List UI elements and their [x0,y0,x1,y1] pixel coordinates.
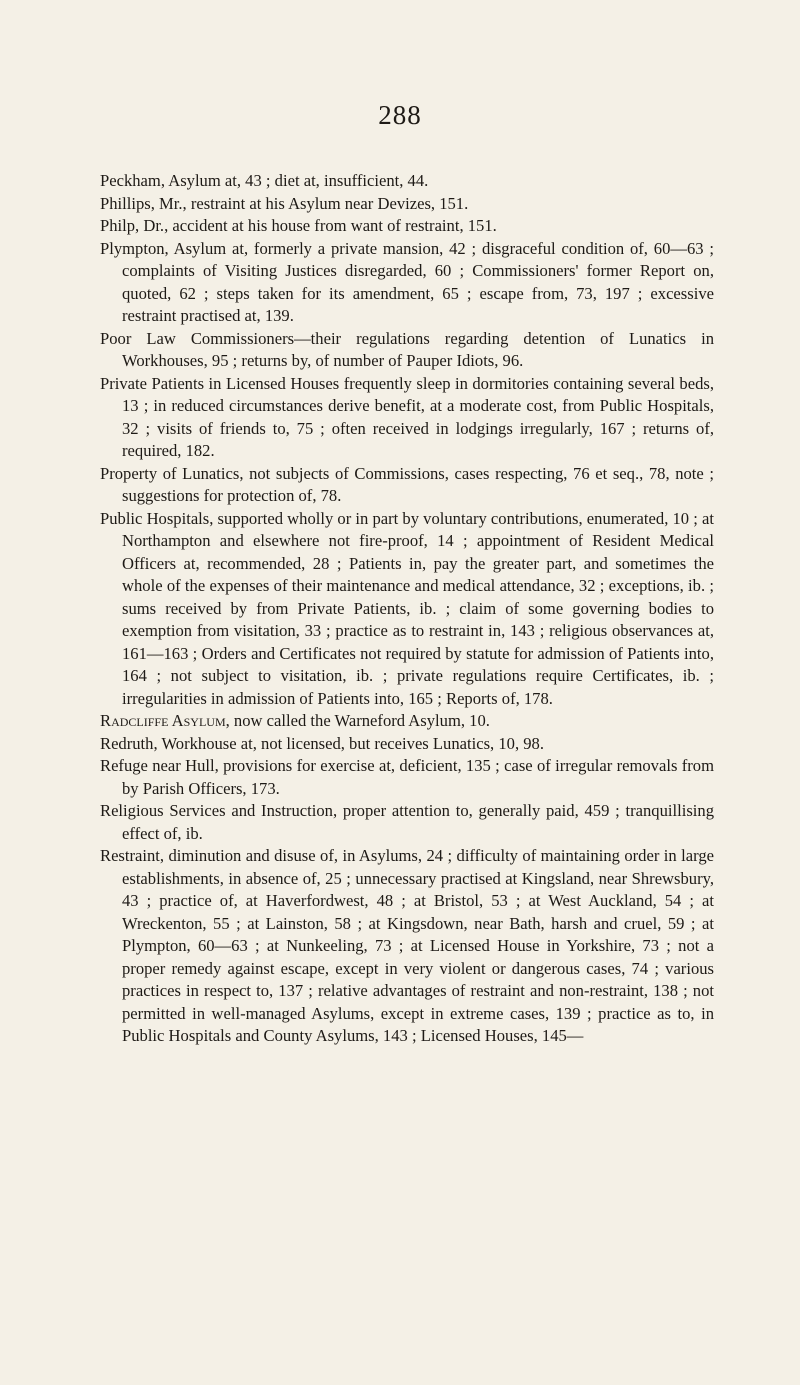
index-entry: Public Hospitals, supported wholly or in part by voluntary contributions, enumerated, 10 ; at Northampton and elsewhere not fire-proof, 14 ; appointment of Resident Medical Officers at, recommended, 28 ; Patients in, pay the greater part, and sometimes the whole of the expenses of their maintenance and medical attendance, 32 ; exceptions, ib. ; sums received by from Private Patients, ib. ; claim of some governing bodies to exemption from visitation, 33 ; practice as to restraint in, 143 ; religious observances at, 161—163 ; Orders and Certificates not required by statute for admission of Patients into, 164 ; not subject to visitation, ib. ; private regulations require Certificates, ib. ; irregularities in admission of Patients into, 165 ; Reports of, 178. [100,508,714,708]
index-entry: Private Patients in Licensed Houses frequently sleep in dormitories containing several beds, 13 ; in reduced circumstances derive benefit, at a moderate cost, from Public Hospitals, 32 ; visits of friends to, 75 ; often received in lodgings irregularly, 167 ; returns of, required, 182. [100,373,714,460]
index-entry: Property of Lunatics, not subjects of Commissions, cases respecting, 76 et seq., 78, note ; suggestions for protection of, 78. [100,463,714,505]
index-entry: Philp, Dr., accident at his house from want of restraint, 151. [100,216,497,235]
index-entry: Radcliffe Asylum, now called the Warneford Asylum, 10. [100,711,490,730]
page-number: 288 [378,100,422,130]
index-entries [100,170,714,1048]
index-entry: Peckham, Asylum at, 43 ; diet at, insufficient, 44. [100,171,429,190]
index-entry: Religious Services and Instruction, proper attention to, generally paid, 459 ; tranquillising effect of, ib. [100,801,714,843]
index-entry: Refuge near Hull, provisions for exercise at, deficient, 135 ; case of irregular removals from by Parish Officers, 173. [100,756,714,798]
entry-lead: Radcliffe Asylum, [100,711,230,730]
index-entry: Phillips, Mr., restraint at his Asylum near Devizes, 151. [100,193,469,213]
index-entry: Restraint, diminution and disuse of, in Asylums, 24 ; difficulty of maintaining order in large establishments, in absence of, 25 ; unnecessary practised at Kingsland, near Shrewsbury, 43 ; practice of, at Haverfordwest, 48 ; at Bristol, 53 ; at West Auckland, 54 ; at Wreckenton, 55 ; at Lainston, 58 ; at Kingsdown, near Bath, harsh and cruel, 59 ; at Plympton, 60—63 ; at Nunkeeling, 73 ; at Licensed House in Yorkshire, 73 ; not a proper remedy against escape, except in very violent or dangerous cases, 74 ; various practices in respect to, 137 ; relative advantages of restraint and non-restraint, 138 ; not permitted in well-managed Asylums, except in extreme cases, 139 ; practice as to, in Public Hospitals and County Asylums, 143 ; Licensed Houses, 145— [100,846,714,1045]
index-entry: Poor Law Commissioners—their regulations regarding detention of Lunatics in Workhouses, 95 ; returns by, of number of Pauper Idiots, 96. [100,328,714,370]
index-entry: Plympton, Asylum at, formerly a private mansion, 42 ; disgraceful condition of, 60—63 ; complaints of Visiting Justices disregarded, 60 ; Commissioners' former Report on, quoted, 62 ; steps taken for its amendment, 65 ; escape from, 73, 197 ; excessive restraint practised at, 139. [100,238,714,325]
index-entry: Redruth, Workhouse at, not licensed, but receives Lunatics, 10, 98. [100,733,544,753]
